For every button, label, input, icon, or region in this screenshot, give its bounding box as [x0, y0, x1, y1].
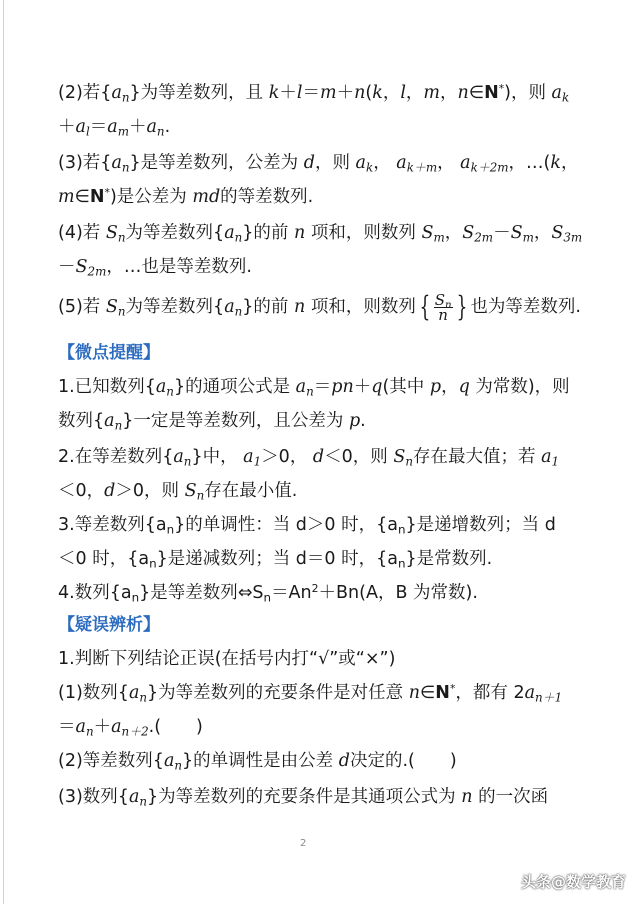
text: 存在最小值.: [204, 481, 298, 501]
text: 数列{: [58, 411, 105, 431]
math-sub: n: [117, 304, 126, 319]
math-var: a: [111, 153, 122, 173]
text: 1.已知数列{: [58, 377, 156, 397]
math-var: m: [58, 187, 75, 207]
tip-3-line-2: [58, 548, 492, 570]
text: )是公差为: [109, 187, 187, 207]
text: ，: [405, 83, 424, 103]
text: }一定是等差数列，且公差为: [122, 411, 344, 431]
tip-2-line-1: [58, 446, 559, 468]
math-sub: n: [131, 590, 140, 605]
op: ＋: [336, 83, 355, 103]
text: ，则: [314, 153, 350, 173]
text: ，…也是等差数列.: [106, 257, 252, 277]
math-sub: k: [561, 90, 570, 105]
math-var: a: [128, 683, 140, 703]
tip-4: [58, 582, 478, 604]
math-var: k: [550, 153, 561, 173]
math-var: S: [105, 297, 118, 317]
math-sub: n: [183, 454, 192, 469]
question-1-1-line-1: [58, 682, 562, 704]
property-4-line-1: [58, 222, 582, 244]
math-var: n: [294, 223, 306, 243]
left-brace: {: [419, 290, 431, 323]
text: }中，: [191, 447, 238, 467]
tip-3-line-1: [58, 514, 556, 536]
math-var: a: [128, 787, 140, 807]
text: }的前: [242, 223, 289, 243]
text: ，: [440, 83, 458, 103]
math-sub: n: [196, 488, 205, 503]
math-sub: n: [444, 299, 452, 311]
text: 项和，则数列: [310, 223, 416, 243]
text: ＜0，则: [324, 447, 388, 467]
math-var: a: [524, 683, 536, 703]
math-var: S: [421, 223, 434, 243]
text: (5)若: [58, 297, 101, 317]
text: }为等差数列的充要条件是其通项公式为: [147, 787, 456, 807]
text: 为等差数列{: [125, 297, 225, 317]
page-number: 2: [300, 838, 307, 849]
math-sub: n: [306, 384, 314, 399]
watermark: 头条@数学教育: [520, 873, 626, 891]
text: 2.在等差数列{: [58, 447, 174, 467]
text: ，: [444, 223, 463, 243]
math-var: a: [75, 717, 86, 737]
property-2-line-2: [58, 116, 170, 138]
property-5: [58, 290, 581, 324]
math-sub: m: [117, 124, 129, 139]
text: ＋Bn(A，B 为常数).: [318, 583, 478, 603]
math-var: S: [184, 481, 197, 501]
text: }是常数列.: [405, 549, 493, 569]
text: ，: [533, 223, 552, 243]
op: ＋: [353, 377, 372, 397]
math-set: N: [435, 683, 450, 703]
math-var: S: [434, 290, 445, 309]
text: (3)若{: [58, 153, 112, 173]
text: (3)数列{: [58, 787, 129, 807]
op: ∈: [420, 683, 436, 703]
text: ，: [373, 153, 391, 173]
math-sub: 3m: [563, 230, 583, 245]
op: －: [58, 257, 76, 277]
text: }的通项公式是: [173, 377, 291, 397]
answer-blank: 决定的.( ): [349, 751, 457, 771]
math-var: a: [75, 117, 86, 137]
math-sub: n: [121, 90, 130, 105]
section-heading-misconceptions: 【疑误辨析】: [58, 615, 160, 635]
math-var: d: [303, 153, 315, 173]
math-var: a: [396, 153, 407, 173]
math-var: k: [372, 83, 383, 103]
math-sup: 2: [311, 582, 319, 596]
math-var: a: [155, 377, 167, 397]
text: 3.等差数列{a: [58, 515, 167, 535]
math-var: m: [423, 83, 441, 103]
text: ＜0，: [58, 481, 105, 501]
tip-2-line-2: [58, 480, 297, 502]
text: )，则: [504, 83, 546, 103]
page-edge: [3, 0, 4, 904]
math-var: a: [104, 411, 115, 431]
math-var: a: [541, 447, 552, 467]
text: .: [164, 117, 171, 137]
text: 为等差数列{: [125, 223, 225, 243]
math-sub: n: [174, 758, 183, 773]
text: ＞0，: [261, 447, 308, 467]
text: ，: [382, 83, 401, 103]
math-var: k: [268, 83, 280, 103]
math-var: a: [224, 297, 235, 317]
text: (1)数列{: [58, 683, 129, 703]
math-sub: 1: [253, 454, 262, 469]
math-var: a: [460, 153, 471, 173]
math-var: S: [510, 223, 523, 243]
question-1-1-line-2: [58, 716, 203, 738]
math-var: l: [296, 83, 303, 103]
math-var: a: [173, 447, 184, 467]
math-var: S: [551, 223, 564, 243]
math-sub: n: [114, 418, 123, 433]
property-3-line-2: [58, 186, 313, 208]
op: ＝: [313, 377, 332, 397]
math-set: N: [89, 187, 105, 207]
math-sub: n: [121, 160, 130, 175]
math-var: a: [163, 751, 175, 771]
math-var: n: [354, 83, 366, 103]
answer-blank: .( ): [148, 717, 203, 737]
math-sub: n: [234, 304, 243, 319]
math-var: S: [105, 223, 118, 243]
math-sub: n: [85, 724, 94, 739]
text: ，: [437, 153, 455, 173]
math-var: q: [458, 377, 470, 397]
math-sub: k＋2m: [470, 160, 509, 175]
math-var: S: [462, 223, 475, 243]
math-var: md: [192, 187, 221, 207]
text: ＜0 时，{a: [58, 549, 150, 569]
math-var: a: [111, 83, 122, 103]
text: 为常数)，则: [475, 377, 570, 397]
text: (其中: [382, 377, 425, 397]
math-sub: n: [156, 124, 165, 139]
math-var: n: [457, 83, 469, 103]
math-var: a: [355, 153, 366, 173]
math-sub: n＋1: [535, 690, 563, 705]
math-sub: l: [85, 124, 90, 139]
text: 1.判断下列结论正误(在括号内打“√”或“×”): [58, 649, 396, 669]
text: (: [365, 83, 373, 103]
math-sub: k: [365, 160, 374, 175]
math-set: N: [484, 83, 499, 103]
math-var: a: [243, 447, 254, 467]
text: 也为等差数列.: [470, 297, 581, 317]
math-var: l: [400, 83, 406, 103]
text: }是等差数列，公差为: [129, 153, 299, 173]
math-sub: 2m: [474, 230, 494, 245]
question-1-instruction: [58, 648, 395, 670]
math-sub: n: [166, 522, 175, 537]
math-sub: n: [139, 690, 148, 705]
math-sub: m: [433, 230, 445, 245]
math-var: a: [295, 377, 307, 397]
question-1-3: [58, 786, 548, 808]
math-sub: n＋2: [121, 724, 149, 739]
text: }为等差数列的充要条件是对任意: [147, 683, 404, 703]
math-var: p: [429, 377, 442, 397]
section-heading-tips: 【微点提醒】: [58, 343, 160, 363]
math-var: d: [104, 481, 116, 501]
property-3-line-1: [58, 152, 578, 174]
math-sup: *: [449, 682, 456, 696]
math-sub: n: [117, 230, 126, 245]
op: ＝: [58, 717, 76, 737]
text: (2)等差数列{: [58, 751, 164, 771]
math-var: p: [348, 411, 361, 431]
math-var: a: [111, 717, 122, 737]
text: ，: [441, 377, 459, 397]
question-1-2: [58, 750, 457, 772]
text: }是递减数列；当 d＝0 时，{a: [156, 549, 398, 569]
math-var: n: [294, 297, 306, 317]
text: 的一次函: [478, 787, 549, 807]
text: (2)若{: [58, 83, 112, 103]
math-var: d: [312, 447, 325, 467]
text: (4)若: [58, 223, 101, 243]
math-var: a: [224, 223, 235, 243]
math-sub: n: [166, 384, 174, 399]
math-sup: *: [498, 82, 505, 96]
math-sup: *: [104, 186, 110, 200]
math-var: a: [551, 83, 562, 103]
text: }是递增数列；当 d: [405, 515, 556, 535]
text: }的单调性：当 d＞0 时，{a: [174, 515, 398, 535]
text: }是等差数列⇔S: [139, 583, 264, 603]
text: ，…(: [508, 153, 551, 173]
text: }的前: [242, 297, 289, 317]
op: －: [493, 223, 511, 243]
text: ＞0，则: [115, 481, 179, 501]
math-var: n: [408, 683, 421, 703]
math-sub: n: [139, 794, 148, 809]
math-sub: 1: [551, 454, 560, 469]
math-sub: n: [397, 522, 406, 537]
op: ∈: [74, 187, 90, 207]
text: ，都有 2: [455, 683, 525, 703]
math-sub: n: [149, 556, 157, 571]
tip-1-line-2: [58, 410, 366, 432]
op: ＝: [302, 83, 320, 103]
text: }的单调性是由公差: [182, 751, 334, 771]
op: ＋: [58, 117, 76, 137]
fraction-denominator: n: [438, 305, 448, 324]
right-brace: }: [456, 290, 467, 323]
op: ＋: [93, 717, 112, 737]
math-var: S: [393, 447, 406, 467]
math-var: pn: [331, 377, 354, 397]
math-sub: 2m: [87, 264, 107, 279]
math-var: q: [371, 377, 383, 397]
math-var: a: [146, 117, 157, 137]
op: ＝: [89, 117, 108, 137]
op: ∈: [468, 83, 485, 103]
text: ，: [560, 153, 579, 173]
math-sub: n: [263, 590, 272, 605]
text: }为等差数列，且: [129, 83, 264, 103]
text: 项和，则数列: [310, 297, 416, 317]
math-var: m: [319, 83, 337, 103]
text: 4.数列{a: [58, 583, 132, 603]
op: ＋: [279, 83, 297, 103]
property-4-line-2: [58, 256, 252, 278]
tip-1-line-1: [58, 376, 570, 398]
math-var: a: [107, 117, 118, 137]
text: 的等差数列.: [220, 187, 314, 207]
math-sub: n: [397, 556, 406, 571]
fraction-sn-over-n: [434, 290, 453, 324]
text: .: [360, 411, 366, 431]
math-var: d: [338, 751, 350, 771]
math-var: S: [75, 257, 88, 277]
math-sub: m: [522, 230, 534, 245]
text: 存在最大值；若: [413, 447, 536, 467]
math-sub: k＋m: [406, 160, 438, 175]
property-2-line-1: [58, 82, 569, 104]
math-sub: n: [405, 454, 413, 469]
text: ＝An: [271, 583, 312, 603]
math-sub: n: [234, 230, 243, 245]
math-var: n: [461, 787, 473, 807]
op: ＋: [128, 117, 147, 137]
